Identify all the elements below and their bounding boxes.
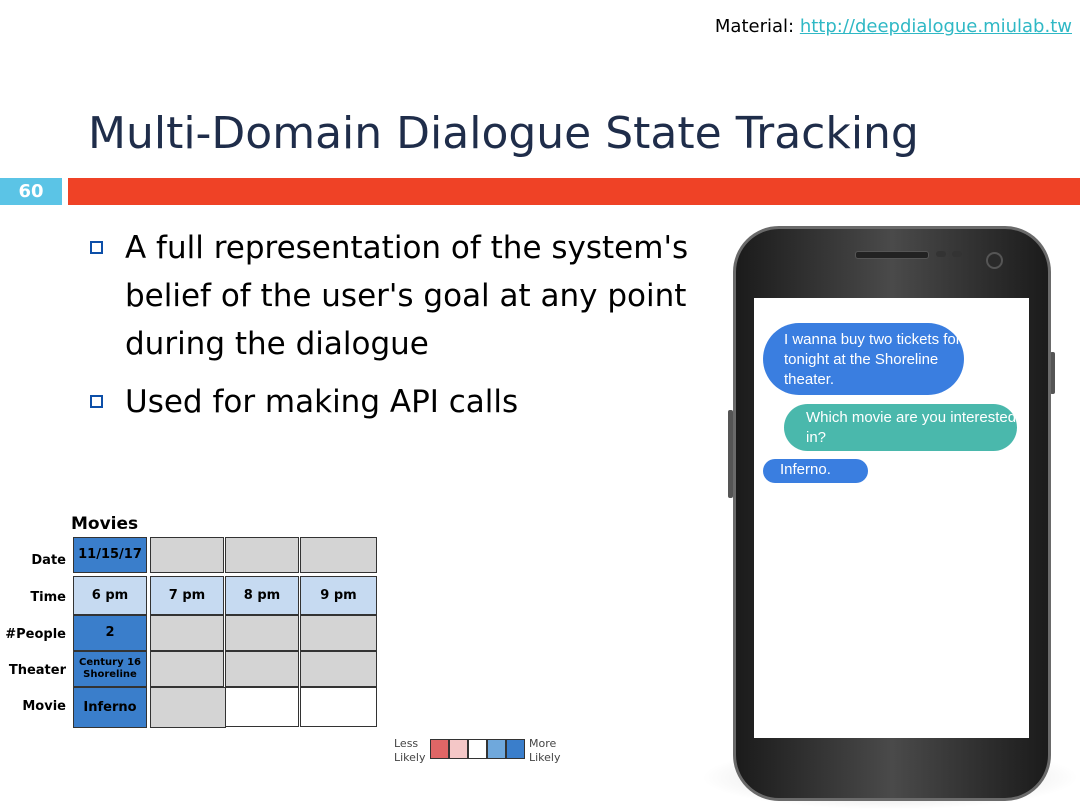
- table-cell: 6 pm: [73, 576, 147, 615]
- table-cell: [225, 687, 299, 727]
- table-cell: 7 pm: [150, 576, 224, 615]
- material-credit: [715, 16, 1072, 37]
- table-cell: [225, 615, 299, 651]
- camera-icon: [986, 252, 1003, 269]
- table-cell: [300, 687, 377, 727]
- legend-swatch: [449, 739, 468, 759]
- table-cell: 8 pm: [225, 576, 299, 615]
- phone-sensor: [936, 251, 946, 257]
- row-label-time: Time: [30, 590, 66, 605]
- table-cell: 2: [73, 615, 147, 651]
- table-cell: [150, 615, 224, 651]
- square-bullet-icon: [90, 241, 103, 254]
- table-cell: 11/15/17: [73, 537, 147, 573]
- legend-more-label: More Likely: [529, 737, 561, 764]
- table-cell: [150, 687, 226, 728]
- legend-less-label: Less Likely: [394, 737, 426, 764]
- bullet-item: [88, 378, 728, 426]
- legend-swatch: [468, 739, 487, 759]
- square-bullet-icon: [90, 395, 103, 408]
- legend-swatch: [487, 739, 506, 759]
- legend-swatch: [506, 739, 525, 759]
- material-label: Material:: [714, 16, 795, 37]
- table-cell: [300, 651, 377, 687]
- table-cell: [225, 651, 299, 687]
- phone-sensor: [952, 251, 962, 257]
- slide-title: Multi-Domain Dialogue State Tracking: [88, 108, 919, 159]
- phone-speaker: [855, 251, 929, 259]
- title-divider-bar: [68, 178, 1080, 205]
- bullet-item: [88, 224, 728, 368]
- state-table-title: Movies: [71, 514, 139, 534]
- row-label-movie: Movie: [22, 699, 66, 714]
- bullet-list: [88, 224, 728, 436]
- table-cell: 9 pm: [300, 576, 377, 615]
- chat-bubble-user: I wanna buy two tickets for tonight at the Shoreline theater.: [763, 323, 964, 395]
- table-cell: Inferno: [73, 687, 147, 728]
- row-label-people: #People: [5, 627, 66, 642]
- slide-number: 60: [0, 178, 62, 205]
- row-label-date: Date: [31, 553, 66, 568]
- row-label-theater: Theater: [8, 663, 66, 678]
- table-cell: [225, 537, 299, 573]
- bullet-text: Used for making API calls: [125, 384, 519, 420]
- chat-bubble-system: Which movie are you interested in?: [784, 404, 1017, 451]
- material-link[interactable]: http://deepdialogue.miulab.tw: [799, 16, 1072, 37]
- legend-swatch: [430, 739, 449, 759]
- table-cell: [150, 651, 224, 687]
- table-cell: Century 16 Shoreline: [73, 651, 147, 687]
- table-cell: [150, 537, 224, 573]
- chat-bubble-user: Inferno.: [763, 459, 868, 483]
- table-cell: [300, 615, 377, 651]
- bullet-text: A full representation of the system's belief of the user's goal at any point during the dialogue: [125, 230, 689, 362]
- table-cell: [300, 537, 377, 573]
